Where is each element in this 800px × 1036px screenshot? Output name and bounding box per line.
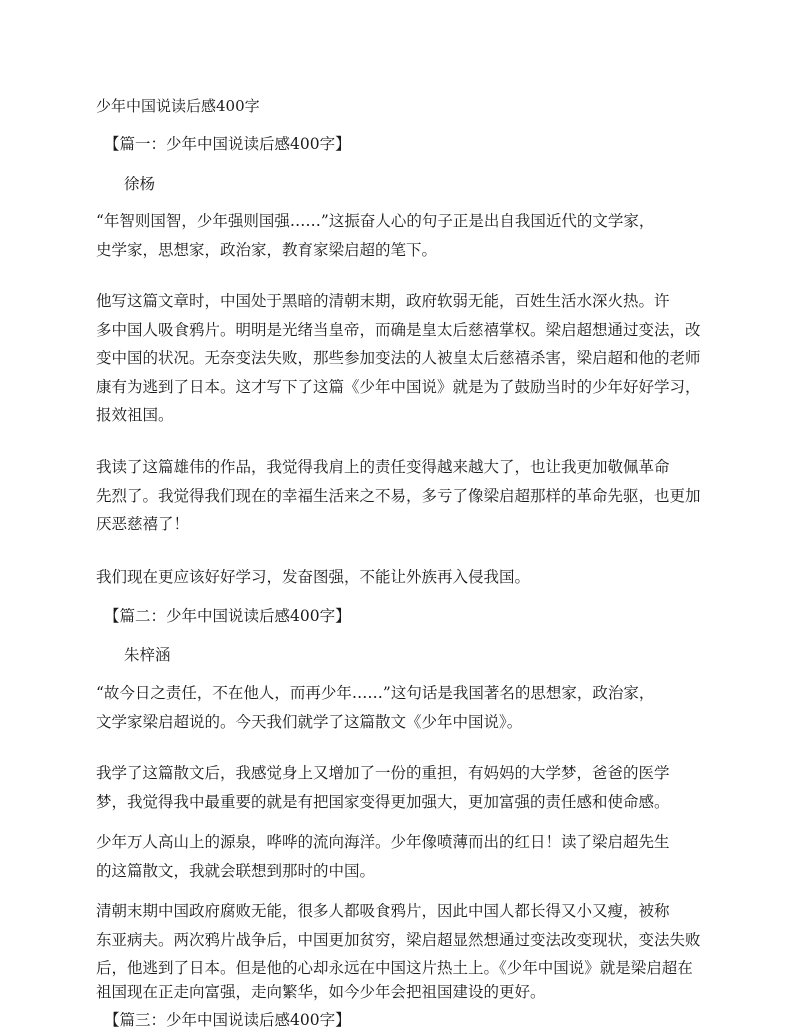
section-1-author [124,170,155,199]
paragraph-line: 少年万人高山上的源泉，哗哗的流向海洋。少年像喷薄而出的红日！读了梁启超先生 [96,833,670,851]
section-2-heading [104,602,351,631]
section-2-paragraph-3 [96,828,670,885]
paragraph-line: 他写这篇文章时，中国处于黑暗的清朝末期，政府软弱无能，百姓生活水深火热。许 [96,292,670,310]
section-1-heading [104,130,351,159]
section-1-author-name: 徐杨 [124,175,156,193]
section-1-paragraph-2 [96,287,701,430]
paragraph-line: 史学家，思想家，政治家，教育家梁启超的笔下。 [96,240,438,259]
paragraph-line: 的这篇散文，我就会联想到那时的中国。 [96,861,376,880]
section-2-paragraph-2 [96,759,670,816]
paragraph-line: 先烈了。我觉得我们现在的幸福生活来之不易，多亏了像梁启超那样的革命先驱，也更加 [96,486,701,505]
section-2-author-name: 朱梓涵 [124,646,171,664]
paragraph-line: 文学家梁启超说的。今天我们就学了这篇散文《少年中国说》。 [96,712,523,731]
paragraph-line: 厌恶慈禧了！ [96,515,190,534]
paragraph-line: 报效祖国。 [96,406,174,425]
section-2-author [124,641,171,670]
section-2-paragraph-1 [96,679,654,736]
section-2-paragraph-5 [96,978,546,1007]
paragraph-line: 祖国现在正走向富强，走向繁华，如今少年会把祖国建设的更好。 [96,983,546,1001]
section-1-paragraph-1 [96,207,654,264]
paragraph-line: 变中国的状况。无奈变法失败，那些参加变法的人被皇太后慈禧杀害，梁启超和他的老师 [96,349,701,368]
paragraph-line: 多中国人吸食鸦片。明明是光绪当皇帝，而确是皇太后慈禧掌权。梁启超想通过变法，改 [96,320,701,339]
section-1-paragraph-4 [96,563,530,592]
section-2-heading-text: 【篇二：少年中国说读后感400字】 [104,607,351,625]
paragraph-line: 东亚病夫。两次鸦片战争后，中国更加贫穷，梁启超显然想通过变法改变现状，变法失败 [96,930,701,949]
section-3-heading [104,1006,351,1035]
paragraph-line: 我们现在更应该好好学习，发奋图强，不能让外族再入侵我国。 [96,568,531,586]
paragraph-line: “故今日之责任，不在他人，而再少年……”这句话是我国著名的思想家，政治家， [96,684,655,702]
section-1-paragraph-3 [96,453,701,539]
section-2-paragraph-4 [96,897,701,983]
paragraph-line: 康有为逃到了日本。这才写下了这篇《少年中国说》就是为了鼓励当时的少年好好学习， [96,377,701,396]
paragraph-line: 我读了这篇雄伟的作品，我觉得我肩上的责任变得越来越大了，也让我更加敬佩革命 [96,458,670,476]
document-title: 少年中国说读后感400字 [96,97,260,115]
paragraph-line: 清朝末期中国政府腐败无能，很多人都吸食鸦片，因此中国人都长得又小又瘦，被称 [96,902,670,920]
section-1-heading-text: 【篇一：少年中国说读后感400字】 [104,135,351,153]
section-3-heading-text: 【篇三：少年中国说读后感400字】 [104,1011,351,1029]
paragraph-line: 我学了这篇散文后，我感觉身上又增加了一份的重担，有妈妈的大学梦，爸爸的医学 [96,764,670,782]
paragraph-line: 梦，我觉得我中最重要的就是有把国家变得更加强大，更加富强的责任感和使命感。 [96,792,670,811]
paragraph-line: “年智则国智，少年强则国强……”这振奋人心的句子正是出自我国近代的文学家， [96,212,655,230]
paragraph-line: 后，他逃到了日本。但是他的心却永远在中国这片热土上。《少年中国说》就是梁启超在 [96,959,693,978]
